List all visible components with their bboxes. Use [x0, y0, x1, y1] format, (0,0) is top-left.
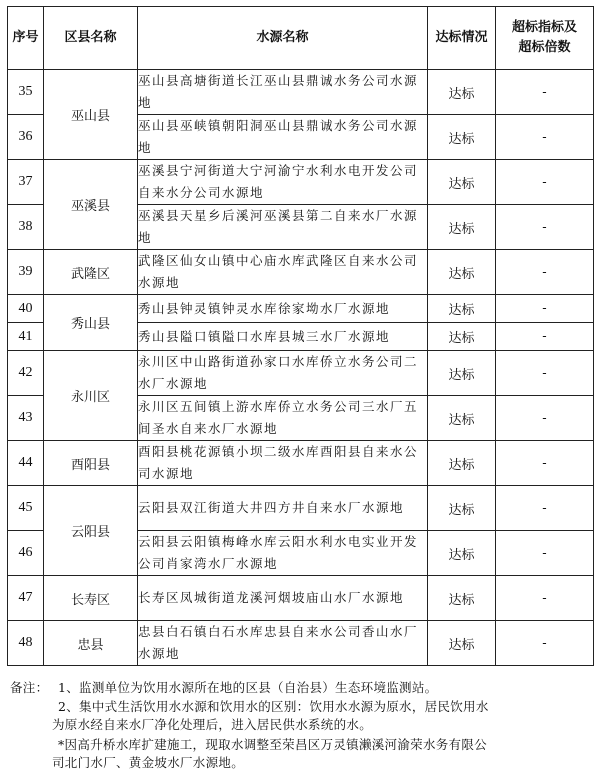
source-name: 巫山县巫峡镇朝阳洞巫山县鼎诚水务公司水源地 — [138, 115, 428, 160]
exceed-cell: - — [496, 486, 594, 531]
note-1: 1、监测单位为饮用水源所在地的区县（自治县）生态环境监测站。 — [58, 680, 438, 695]
source-name: 忠县白石镇白石水库忠县自来水公司香山水厂水源地 — [138, 621, 428, 666]
county-name: 云阳县 — [44, 486, 138, 576]
status-cell: 达标 — [428, 70, 496, 115]
row-number: 41 — [8, 323, 44, 351]
exceed-cell: - — [496, 351, 594, 396]
status-cell: 达标 — [428, 323, 496, 351]
county-name: 长寿区 — [44, 576, 138, 621]
status-cell: 达标 — [428, 115, 496, 160]
county-name: 永川区 — [44, 351, 138, 441]
exceed-cell: - — [496, 621, 594, 666]
exceed-cell: - — [496, 441, 594, 486]
row-number: 37 — [8, 160, 44, 205]
exceed-cell: - — [496, 205, 594, 250]
status-cell: 达标 — [428, 295, 496, 323]
exceed-cell: - — [496, 531, 594, 576]
header-exceed-line2: 超标倍数 — [518, 40, 571, 55]
status-cell: 达标 — [428, 486, 496, 531]
row-number: 46 — [8, 531, 44, 576]
water-quality-table — [7, 6, 594, 666]
source-name: 酉阳县桃花源镇小坝二级水库酉阳县自来水公司水源地 — [138, 441, 428, 486]
source-name: 长寿区凤城街道龙溪河烟坡庙山水厂水源地 — [138, 576, 428, 621]
row-number: 36 — [8, 115, 44, 160]
row-number: 48 — [8, 621, 44, 666]
exceed-cell: - — [496, 576, 594, 621]
row-number: 35 — [8, 70, 44, 115]
status-cell: 达标 — [428, 396, 496, 441]
note-2-line-1: 2、集中式生活饮用水水源和饮用水的区别：饮用水水源为原水，居民饮用水 — [58, 699, 489, 714]
exceed-cell: - — [496, 115, 594, 160]
source-name: 秀山县钟灵镇钟灵水库徐家坳水厂水源地 — [138, 295, 428, 323]
table-row — [8, 441, 594, 486]
county-name: 忠县 — [44, 621, 138, 666]
header-exceed-line1: 超标指标及 — [511, 20, 577, 35]
source-name: 云阳县双江街道大井四方井自来水厂水源地 — [138, 486, 428, 531]
table-header-row — [8, 7, 594, 70]
status-cell: 达标 — [428, 351, 496, 396]
notes-label: 备注： — [10, 680, 49, 695]
county-name: 酉阳县 — [44, 441, 138, 486]
status-cell: 达标 — [428, 621, 496, 666]
source-name: 永川区中山路街道孙家口水库侨立水务公司二水厂水源地 — [138, 351, 428, 396]
table-row — [8, 621, 594, 666]
row-number: 42 — [8, 351, 44, 396]
note-3-line-1: *因高升桥水库扩建施工，现取水调整至荣昌区万灵镇濑溪河渝荣水务有限公 — [58, 737, 487, 752]
header-status: 达标情况 — [428, 7, 496, 70]
row-number: 44 — [8, 441, 44, 486]
row-number: 39 — [8, 250, 44, 295]
exceed-cell: - — [496, 396, 594, 441]
note-2-line-2: 为原水经自来水厂净化处理后，进入居民供水系统的水。 — [52, 717, 373, 732]
status-cell: 达标 — [428, 576, 496, 621]
table-row — [8, 160, 594, 205]
exceed-cell: - — [496, 250, 594, 295]
county-name: 武隆区 — [44, 250, 138, 295]
source-name: 云阳县云阳镇梅峰水库云阳水利水电实业开发公司肖家湾水厂水源地 — [138, 531, 428, 576]
exceed-cell: - — [496, 323, 594, 351]
county-name: 巫溪县 — [44, 160, 138, 250]
county-name: 巫山县 — [44, 70, 138, 160]
exceed-cell: - — [496, 295, 594, 323]
source-name: 巫山县高塘街道长江巫山县鼎诚水务公司水源地 — [138, 70, 428, 115]
exceed-cell: - — [496, 70, 594, 115]
table-row — [8, 486, 594, 531]
status-cell: 达标 — [428, 205, 496, 250]
header-source: 水源名称 — [138, 7, 428, 70]
status-cell: 达标 — [428, 531, 496, 576]
header-exceed — [496, 7, 594, 70]
source-name: 武隆区仙女山镇中心庙水库武隆区自来水公司水源地 — [138, 250, 428, 295]
source-name: 巫溪县宁河街道大宁河渝宁水利水电开发公司自来水分公司水源地 — [138, 160, 428, 205]
table-row — [8, 351, 594, 396]
county-name: 秀山县 — [44, 295, 138, 351]
status-cell: 达标 — [428, 441, 496, 486]
source-name: 巫溪县天星乡后溪河巫溪县第二自来水厂水源地 — [138, 205, 428, 250]
table-row — [8, 295, 594, 323]
table-row — [8, 250, 594, 295]
source-name: 永川区五间镇上游水库侨立水务公司三水厂五间圣水自来水厂水源地 — [138, 396, 428, 441]
status-cell: 达标 — [428, 160, 496, 205]
row-number: 45 — [8, 486, 44, 531]
status-cell: 达标 — [428, 250, 496, 295]
exceed-cell: - — [496, 160, 594, 205]
row-number: 43 — [8, 396, 44, 441]
header-index: 序号 — [8, 7, 44, 70]
table-row — [8, 70, 594, 115]
note-3-line-2: 司北门水厂、黄金坡水厂水源地。 — [52, 755, 245, 770]
row-number: 47 — [8, 576, 44, 621]
row-number: 40 — [8, 295, 44, 323]
row-number: 38 — [8, 205, 44, 250]
source-name: 秀山县隘口镇隘口水库县城三水厂水源地 — [138, 323, 428, 351]
table-row — [8, 576, 594, 621]
header-county: 区县名称 — [44, 7, 138, 70]
